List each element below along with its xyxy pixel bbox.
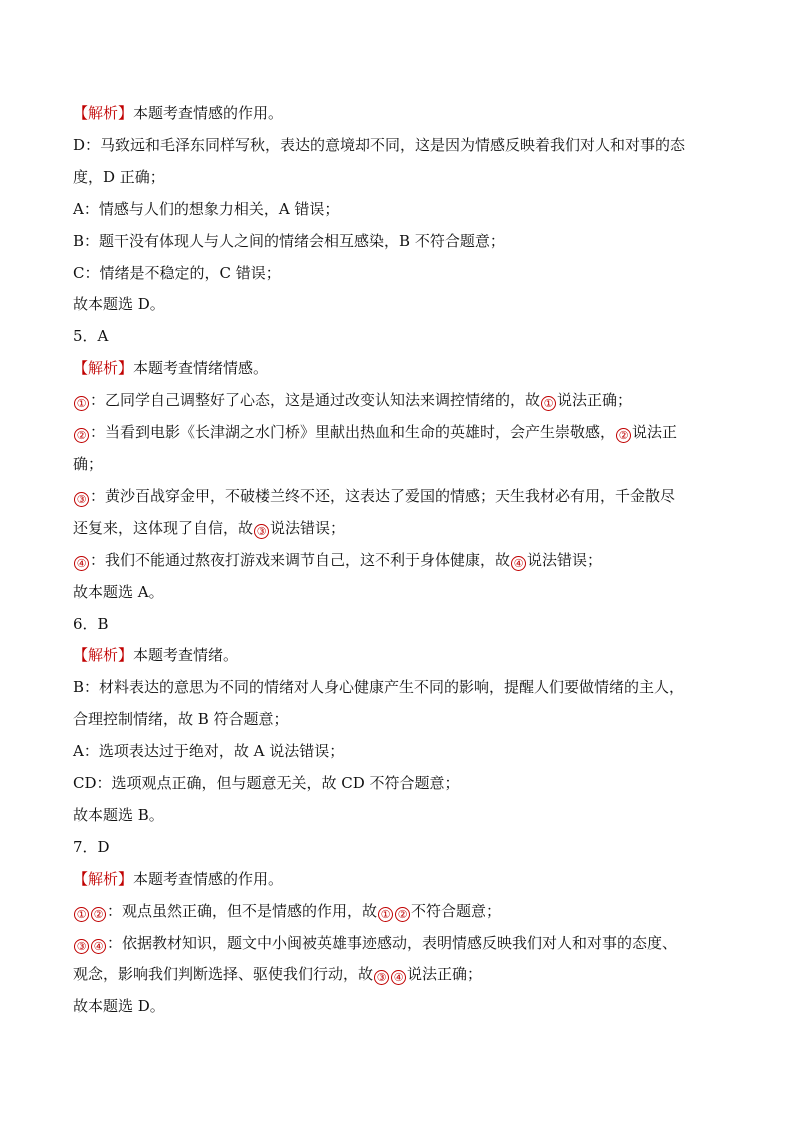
q6-analysis-text: 本题考查情绪。 [133,646,239,665]
q7-item-34-line [73,928,733,960]
q7-item-34-line-2-text: 观念，影响我们判断选择、驱使我们行动，故 [73,965,374,984]
q6-option-b-line-2: 合理控制情绪，故 B 符合题意； [73,710,289,729]
q5-item-3-text: ：黄沙百战穿金甲，不破楼兰终不还，这表达了爱国的情感；天生我材必有用，千金散尽 [90,486,676,505]
q4-option-d-line-1: D：马致远和毛泽东同样写秋，表达的意境却不同，这是因为情感反映着我们对人和对事的态 [73,135,686,154]
q5-analysis-text: 本题考查情绪情感。 [133,359,269,378]
q6-option-a-line: A：选项表达过于绝对，故 A 说法错误； [73,742,345,761]
circled-number-2: ② [91,907,106,922]
q5-item-1-end: 说法正确； [557,391,633,410]
q7-item-12-end: 不符合题意； [411,901,502,920]
q6-answer: 6．B [73,614,109,633]
q6-analysis-label: 【解析】 [73,646,134,665]
q6-option-cd-line: CD：选项观点正确，但与题意无关，故 CD 不符合题意； [73,774,460,793]
q5-item-4-text: ：我们不能通过熬夜打游戏来调节自己，这不利于身体健康，故 [90,550,511,569]
circled-number-4: ④ [391,970,406,985]
q5-conclusion: 故本题选 A。 [73,582,164,601]
q7-item-34-line-2-end: 说法正确； [407,965,483,984]
q4-option-a-line: A：情感与人们的想象力相关，A 错误； [73,199,340,218]
q7-analysis-line [73,864,733,896]
circled-number-1: ① [378,907,393,922]
q6-option-b-line-1: B：材料表达的意思为不同的情绪对人身心健康产生不同的影响，提醒人们要做情绪的主人， [73,678,685,697]
circled-number-1: ① [541,396,556,411]
circled-number-4: ④ [74,556,89,571]
circled-number-2: ② [395,907,410,922]
circled-number-1: ① [74,396,89,411]
q5-item-1-line [73,385,733,417]
q4-analysis-text: 本题考查情感的作用。 [133,104,284,122]
circled-number-2: ② [616,428,631,443]
q5-item-1-text: ：乙同学自己调整好了心态，这是通过改变认知法来调控情绪的，故 [90,391,541,410]
q5-item-2-end: 说法正 [632,423,678,442]
q4-option-b-line: B：题干没有体现人与人之间的情绪会相互感染，B 不符合题意； [73,231,505,250]
q5-item-2-line-2: 确； [73,454,104,473]
answer-document [73,98,733,1023]
q5-item-3-line-2 [73,513,733,545]
circled-number-4: ④ [91,939,106,954]
q5-item-3-line-2-end: 说法错误； [270,518,346,537]
q6-conclusion: 故本题选 B。 [73,805,164,824]
q4-option-c-line: C：情绪是不稳定的，C 错误； [73,263,281,282]
q7-item-12-text: ：观点虽然正确，但不是情感的作用，故 [107,901,378,920]
q7-analysis-label: 【解析】 [73,869,134,888]
circled-number-3: ③ [74,492,89,507]
q7-item-12-line [73,896,733,928]
q4-analysis-label: 【解析】 [73,104,134,122]
circled-number-3: ③ [254,524,269,539]
q5-item-4-line [73,545,733,577]
q5-item-2-line [73,417,733,449]
q5-analysis-label: 【解析】 [73,359,134,378]
q5-item-3-line-2-text: 还复来，这体现了自信，故 [73,518,254,537]
q5-item-2-text: ：当看到电影《长津湖之水门桥》里献出热血和生命的英雄时，会产生崇敬感， [90,423,616,442]
q7-answer: 7．D [73,837,110,856]
circled-number-2: ② [74,428,89,443]
circled-number-1: ① [74,907,89,922]
q5-item-3-line [73,481,733,513]
q7-conclusion: 故本题选 D。 [73,997,165,1016]
circled-number-3: ③ [74,939,89,954]
q7-analysis-text: 本题考查情感的作用。 [133,869,284,888]
q6-analysis-line [73,640,733,672]
q7-item-34-line-2 [73,959,733,991]
q4-analysis-line [73,98,733,130]
q4-conclusion: 故本题选 D。 [73,295,165,314]
q5-answer: 5．A [73,327,109,346]
q5-analysis-line [73,353,733,385]
q5-item-4-end: 说法错误； [527,550,603,569]
q7-item-34-text: ：依据教材知识，题文中小闽被英雄事迹感动，表明情感反映我们对人和对事的态度、 [107,933,678,952]
q4-option-d-line-2: 度，D 正确； [73,167,165,186]
circled-number-3: ③ [374,970,389,985]
circled-number-4: ④ [511,556,526,571]
